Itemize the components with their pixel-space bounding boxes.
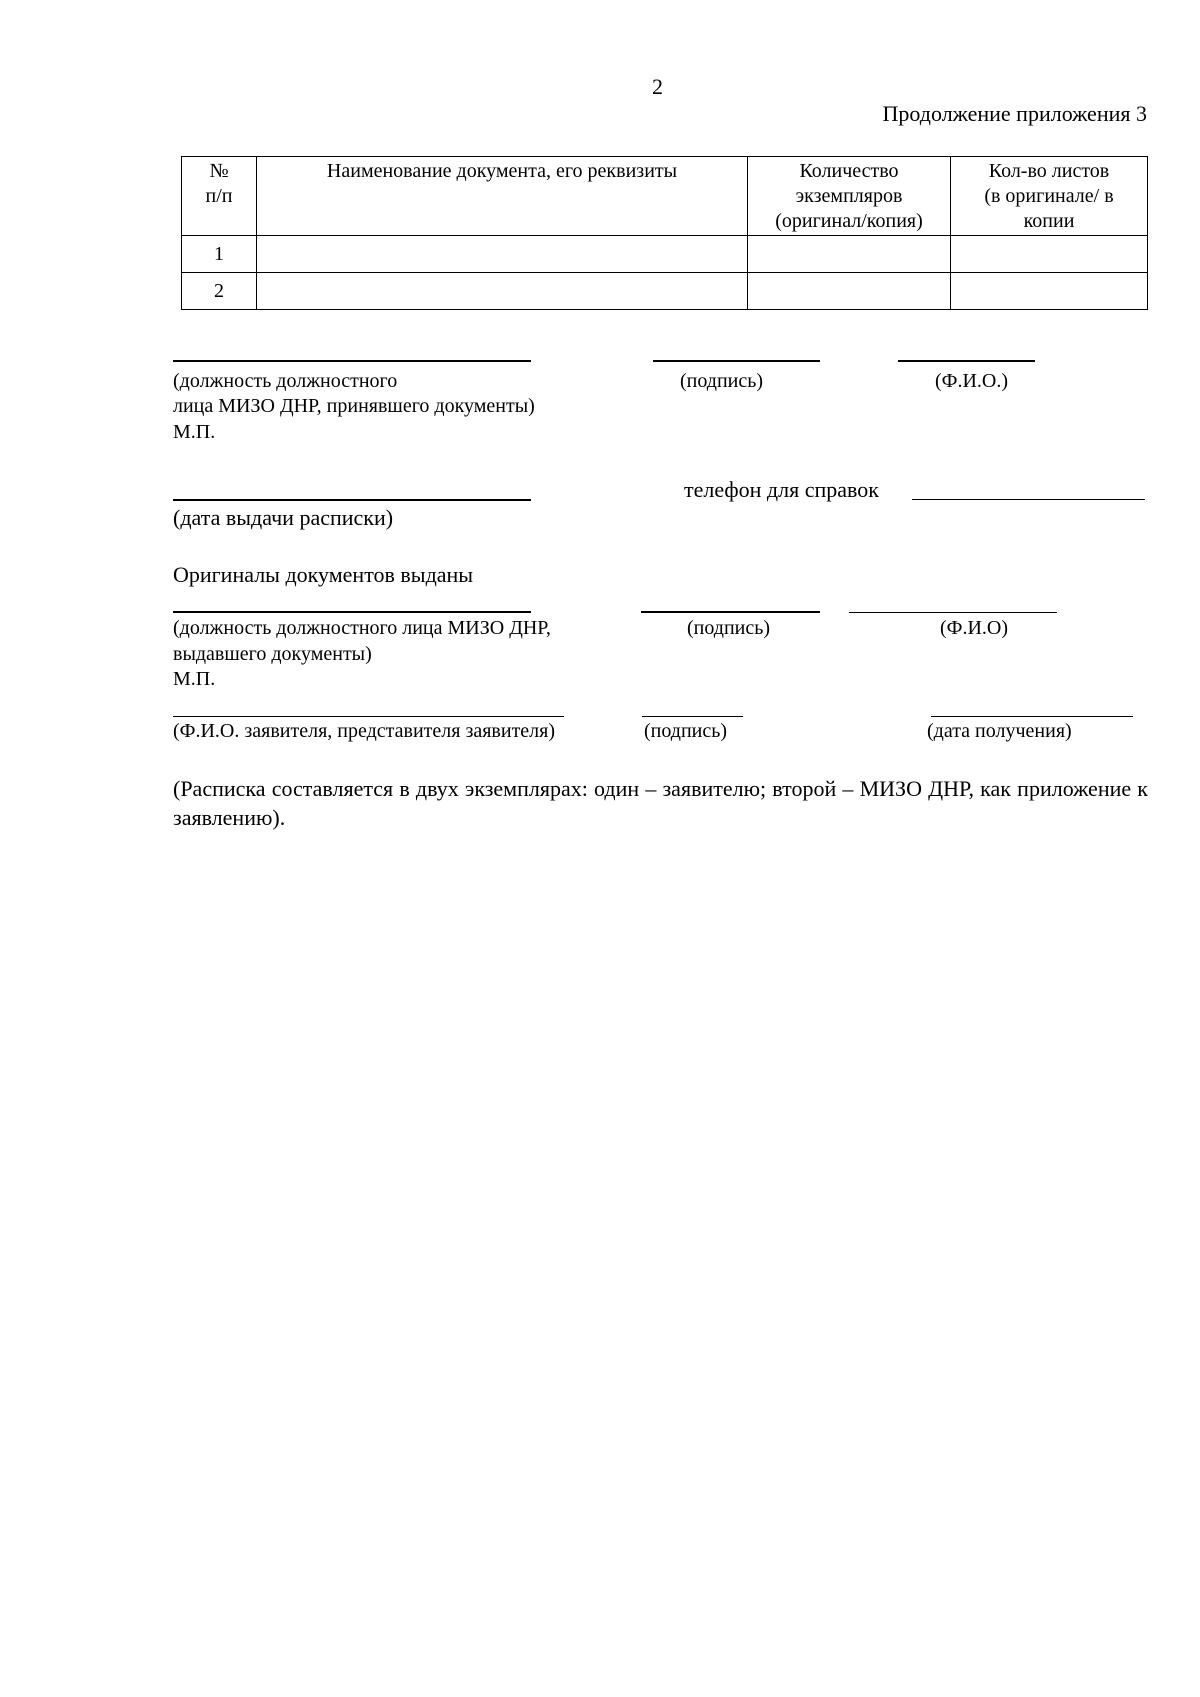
applicant-name-caption: (Ф.И.О. заявителя, представителя заявителя) <box>173 720 556 742</box>
applicant-name-line <box>173 716 564 717</box>
originals-signature-caption: (подпись) <box>687 617 771 639</box>
originals-heading: Оригиналы документов выданы <box>173 562 474 587</box>
cell-sheets <box>951 236 1148 273</box>
cell-number: 2 <box>182 273 257 310</box>
receipt-note: (Расписка составляется в двух экземплярах: один – заявителю; второй – МИЗО ДНР, как приложение к заявлению). <box>173 776 1148 830</box>
table-row <box>182 273 1148 310</box>
accepted-position-line <box>173 360 531 362</box>
cell-number: 1 <box>182 236 257 273</box>
header-copies-line: экземпляров <box>795 185 903 207</box>
applicant-date-caption: (дата получения) <box>927 720 1072 742</box>
appendix-note: Продолжение приложения 3 <box>882 101 1147 126</box>
phone-line <box>912 499 1145 500</box>
header-sheets-line: копии <box>1023 210 1075 232</box>
header-copies <box>748 157 951 236</box>
originals-name-line <box>849 612 1057 613</box>
accepted-position-caption-continued: лица МИЗО ДНР, принявшего документы) <box>173 395 535 417</box>
accepted-position-caption: (должность должностного <box>173 370 398 392</box>
accepted-signature-line <box>653 360 820 362</box>
accepted-seal-mark: М.П. <box>173 421 216 443</box>
table-header-row <box>182 157 1148 236</box>
cell-copies <box>748 273 951 310</box>
accepted-name-caption: (Ф.И.О.) <box>935 370 1009 392</box>
header-document-name <box>257 157 748 236</box>
accepted-signature-caption: (подпись) <box>680 370 764 392</box>
header-copies-line: Количество <box>799 160 899 182</box>
header-copies-line: (оригинал/копия) <box>775 210 923 232</box>
cell-sheets <box>951 273 1148 310</box>
header-sheets-line: Кол-во листов <box>988 160 1110 182</box>
applicant-signature-caption: (подпись) <box>644 720 728 742</box>
accepted-name-line <box>898 360 1035 362</box>
phone-label: телефон для справок <box>684 477 879 502</box>
header-document-name-line: Наименование документа, его реквизиты <box>326 160 678 182</box>
page-number: 2 <box>652 74 663 99</box>
documents-table <box>181 156 1148 310</box>
applicant-date-line <box>931 716 1133 717</box>
issue-date-line <box>173 499 531 501</box>
cell-document-name <box>257 236 748 273</box>
applicant-signature-line <box>642 716 743 717</box>
header-sheets <box>951 157 1148 236</box>
header-number <box>182 157 257 236</box>
cell-copies <box>748 236 951 273</box>
cell-document-name <box>257 273 748 310</box>
header-number-line: п/п <box>205 185 233 207</box>
originals-name-caption: (Ф.И.О) <box>940 617 1009 639</box>
originals-position-line <box>173 611 531 613</box>
originals-signature-line <box>641 611 820 613</box>
table-row <box>182 236 1148 273</box>
originals-position-caption: (должность должностного лица МИЗО ДНР, <box>173 617 551 639</box>
originals-seal-mark: М.П. <box>173 668 216 690</box>
header-sheets-line: (в оригинале/ в <box>984 185 1114 207</box>
issue-date-caption: (дата выдачи расписки) <box>173 505 394 530</box>
header-number-line: № <box>209 160 229 182</box>
originals-position-caption-continued: выдавшего документы) <box>173 643 372 665</box>
